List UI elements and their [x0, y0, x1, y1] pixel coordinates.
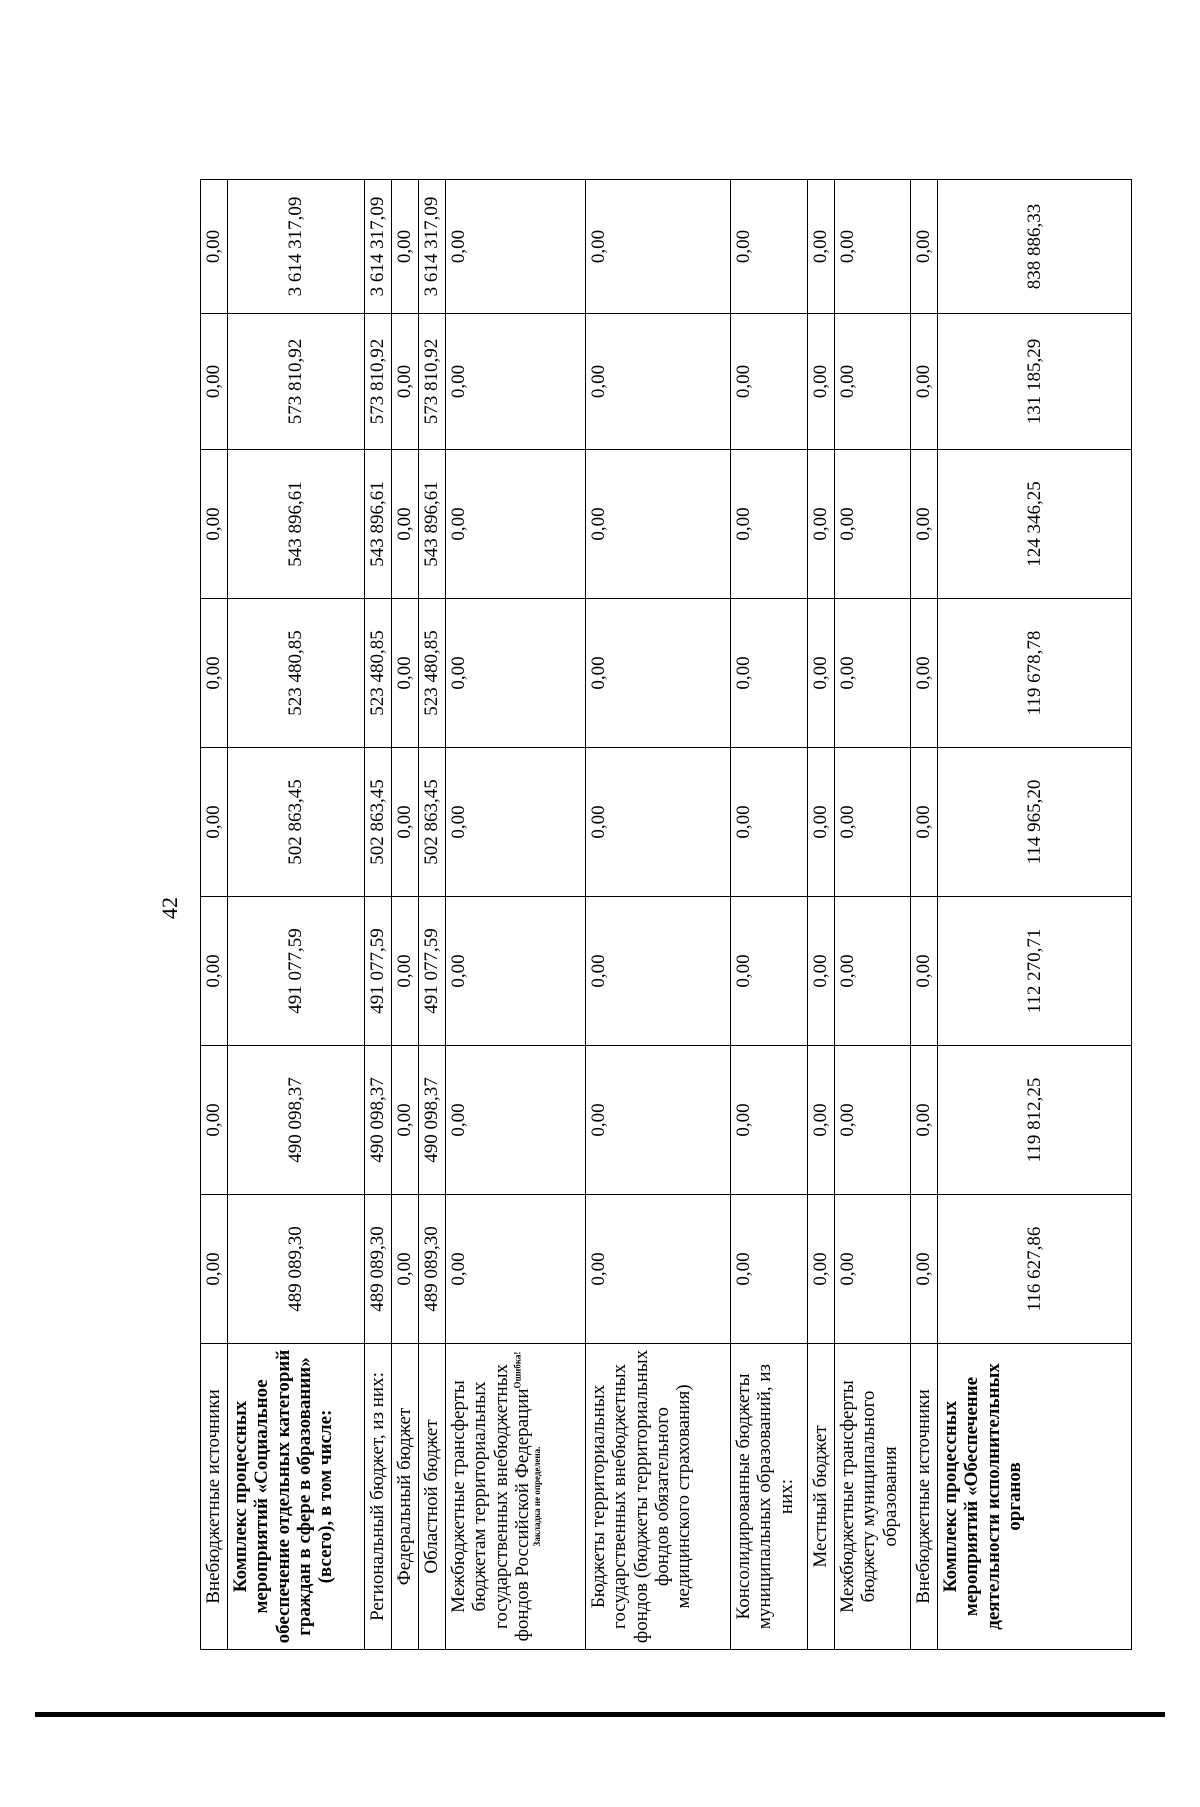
- value-cell: 0,00: [731, 314, 808, 450]
- value-cell: 502 863,45: [228, 748, 365, 897]
- value-cell: 0,00: [392, 180, 419, 314]
- row-label: [731, 1344, 808, 1650]
- value-cell: 3 614 317,09: [365, 180, 392, 314]
- value-cell: 543 896,61: [419, 450, 446, 599]
- row-label-text: Региональный бюджет, из них:: [367, 1372, 388, 1621]
- value-cell: 0,00: [911, 314, 938, 450]
- value-cell: 0,00: [392, 897, 419, 1046]
- value-cell: 543 896,61: [228, 450, 365, 599]
- value-cell: 112 270,71: [938, 897, 1132, 1046]
- table-row: [365, 180, 392, 1650]
- value-cell: 0,00: [835, 599, 911, 748]
- value-cell: 0,00: [586, 314, 731, 450]
- rotated-table-frame: [200, 180, 1120, 1650]
- value-cell: 0,00: [392, 1195, 419, 1344]
- value-cell: 0,00: [731, 450, 808, 599]
- value-cell: 838 886,33: [938, 180, 1132, 314]
- value-cell: 502 863,45: [419, 748, 446, 897]
- value-cell: 0,00: [808, 1195, 835, 1344]
- bottom-rule: [35, 1712, 1165, 1717]
- row-label-text: Межбюджетные трансферты бюджетам территориальных государственных внебюджетных фондов Российской Федерации: [448, 1364, 533, 1642]
- value-cell: 0,00: [911, 748, 938, 897]
- value-cell: 0,00: [731, 748, 808, 897]
- value-cell: 124 346,25: [938, 450, 1132, 599]
- value-cell: 0,00: [201, 1195, 228, 1344]
- value-cell: 0,00: [201, 450, 228, 599]
- row-label-text: Межбюджетные трансферты бюджету муниципального образования: [837, 1380, 901, 1613]
- error-note: Закладка не определена.: [532, 1446, 543, 1547]
- row-label: [938, 1344, 1132, 1650]
- value-cell: 0,00: [201, 314, 228, 450]
- value-cell: 114 965,20: [938, 748, 1132, 897]
- value-cell: 0,00: [392, 599, 419, 748]
- value-cell: 523 480,85: [419, 599, 446, 748]
- value-cell: 0,00: [392, 314, 419, 450]
- row-label-text: Местный бюджет: [810, 1425, 831, 1568]
- row-label-text: Комплекс процессных мероприятий «Обеспечение деятельности исполнительных органов: [940, 1363, 1025, 1630]
- value-cell: 0,00: [201, 1046, 228, 1195]
- row-label-text: Консолидированные бюджеты муниципальных образований, из них:: [733, 1363, 797, 1630]
- value-cell: 523 480,85: [365, 599, 392, 748]
- value-cell: 119 812,25: [938, 1046, 1132, 1195]
- value-cell: 0,00: [808, 180, 835, 314]
- row-label: [392, 1344, 419, 1650]
- table-row: [808, 180, 835, 1650]
- row-label-text: Бюджеты территориальных государственных внебюджетных фондов (бюджеты территориальных фондов обязательного медицинского страхования): [588, 1349, 695, 1644]
- value-cell: 0,00: [835, 314, 911, 450]
- value-cell: 489 089,30: [365, 1195, 392, 1344]
- table-row: [835, 180, 911, 1650]
- table-row: [201, 180, 228, 1650]
- value-cell: 0,00: [586, 1046, 731, 1195]
- value-cell: 491 077,59: [419, 897, 446, 1046]
- budget-table: [200, 179, 1132, 1650]
- row-label-text: Внебюджетные источники: [913, 1389, 934, 1604]
- value-cell: 0,00: [586, 897, 731, 1046]
- value-cell: 0,00: [835, 450, 911, 599]
- value-cell: 0,00: [586, 599, 731, 748]
- row-label-text: Внебюджетные источники: [203, 1389, 224, 1604]
- table-row: [392, 180, 419, 1650]
- value-cell: 116 627,86: [938, 1195, 1132, 1344]
- value-cell: 0,00: [586, 180, 731, 314]
- table-row: [446, 180, 586, 1650]
- row-label: [419, 1344, 446, 1650]
- value-cell: 0,00: [808, 450, 835, 599]
- value-cell: 0,00: [446, 599, 586, 748]
- page-number: 42: [157, 897, 182, 919]
- row-label: [365, 1344, 392, 1650]
- value-cell: 0,00: [731, 1195, 808, 1344]
- value-cell: 0,00: [446, 748, 586, 897]
- value-cell: 0,00: [808, 599, 835, 748]
- value-cell: 131 185,29: [938, 314, 1132, 450]
- value-cell: 0,00: [835, 748, 911, 897]
- value-cell: 490 098,37: [228, 1046, 365, 1195]
- row-label: [808, 1344, 835, 1650]
- value-cell: 0,00: [835, 180, 911, 314]
- value-cell: 489 089,30: [419, 1195, 446, 1344]
- value-cell: 0,00: [808, 1046, 835, 1195]
- value-cell: 573 810,92: [365, 314, 392, 450]
- value-cell: 0,00: [911, 180, 938, 314]
- row-label-text: Комплекс процессных мероприятий «Социальное обеспечение отдельных категорий граждан в сфере в образовании» (всего), в том числе:: [230, 1349, 337, 1644]
- value-cell: 0,00: [392, 748, 419, 897]
- error-mark: Ошибка!: [512, 1351, 523, 1389]
- value-cell: 0,00: [392, 450, 419, 599]
- value-cell: 490 098,37: [419, 1046, 446, 1195]
- row-label: [911, 1344, 938, 1650]
- table-row: [419, 180, 446, 1650]
- value-cell: 0,00: [731, 1046, 808, 1195]
- value-cell: 0,00: [201, 748, 228, 897]
- value-cell: 543 896,61: [365, 450, 392, 599]
- table-row: [911, 180, 938, 1650]
- table-row: [731, 180, 808, 1650]
- value-cell: 3 614 317,09: [228, 180, 365, 314]
- value-cell: 0,00: [446, 1195, 586, 1344]
- value-cell: 0,00: [731, 180, 808, 314]
- value-cell: 0,00: [835, 1046, 911, 1195]
- value-cell: 0,00: [201, 897, 228, 1046]
- value-cell: 489 089,30: [228, 1195, 365, 1344]
- table-row: [938, 180, 1132, 1650]
- value-cell: 0,00: [446, 180, 586, 314]
- row-label-text: Федеральный бюджет: [394, 1407, 415, 1586]
- value-cell: 0,00: [446, 1046, 586, 1195]
- value-cell: 573 810,92: [228, 314, 365, 450]
- row-label: [201, 1344, 228, 1650]
- value-cell: 0,00: [835, 897, 911, 1046]
- value-cell: 0,00: [201, 599, 228, 748]
- value-cell: 0,00: [911, 897, 938, 1046]
- value-cell: 0,00: [808, 314, 835, 450]
- value-cell: 0,00: [808, 748, 835, 897]
- value-cell: 0,00: [911, 1046, 938, 1195]
- value-cell: 119 678,78: [938, 599, 1132, 748]
- row-label: [228, 1344, 365, 1650]
- table-row: [586, 180, 731, 1650]
- value-cell: 0,00: [911, 599, 938, 748]
- value-cell: 0,00: [835, 1195, 911, 1344]
- row-label-text: Областной бюджет: [421, 1419, 442, 1574]
- value-cell: 0,00: [731, 897, 808, 1046]
- value-cell: 0,00: [911, 450, 938, 599]
- row-label: [586, 1344, 731, 1650]
- value-cell: 491 077,59: [365, 897, 392, 1046]
- table-row: [228, 180, 365, 1650]
- value-cell: 0,00: [446, 450, 586, 599]
- value-cell: 0,00: [201, 180, 228, 314]
- value-cell: 523 480,85: [228, 599, 365, 748]
- value-cell: 573 810,92: [419, 314, 446, 450]
- value-cell: 491 077,59: [228, 897, 365, 1046]
- value-cell: 502 863,45: [365, 748, 392, 897]
- value-cell: 0,00: [446, 897, 586, 1046]
- value-cell: 0,00: [911, 1195, 938, 1344]
- value-cell: 0,00: [586, 748, 731, 897]
- row-label: [835, 1344, 911, 1650]
- value-cell: 0,00: [446, 314, 586, 450]
- value-cell: 0,00: [808, 897, 835, 1046]
- value-cell: 0,00: [392, 1046, 419, 1195]
- value-cell: 3 614 317,09: [419, 180, 446, 314]
- value-cell: 0,00: [586, 1195, 731, 1344]
- value-cell: 490 098,37: [365, 1046, 392, 1195]
- row-label: [446, 1344, 586, 1650]
- budget-table-body: [201, 180, 1132, 1650]
- value-cell: 0,00: [586, 450, 731, 599]
- value-cell: 0,00: [731, 599, 808, 748]
